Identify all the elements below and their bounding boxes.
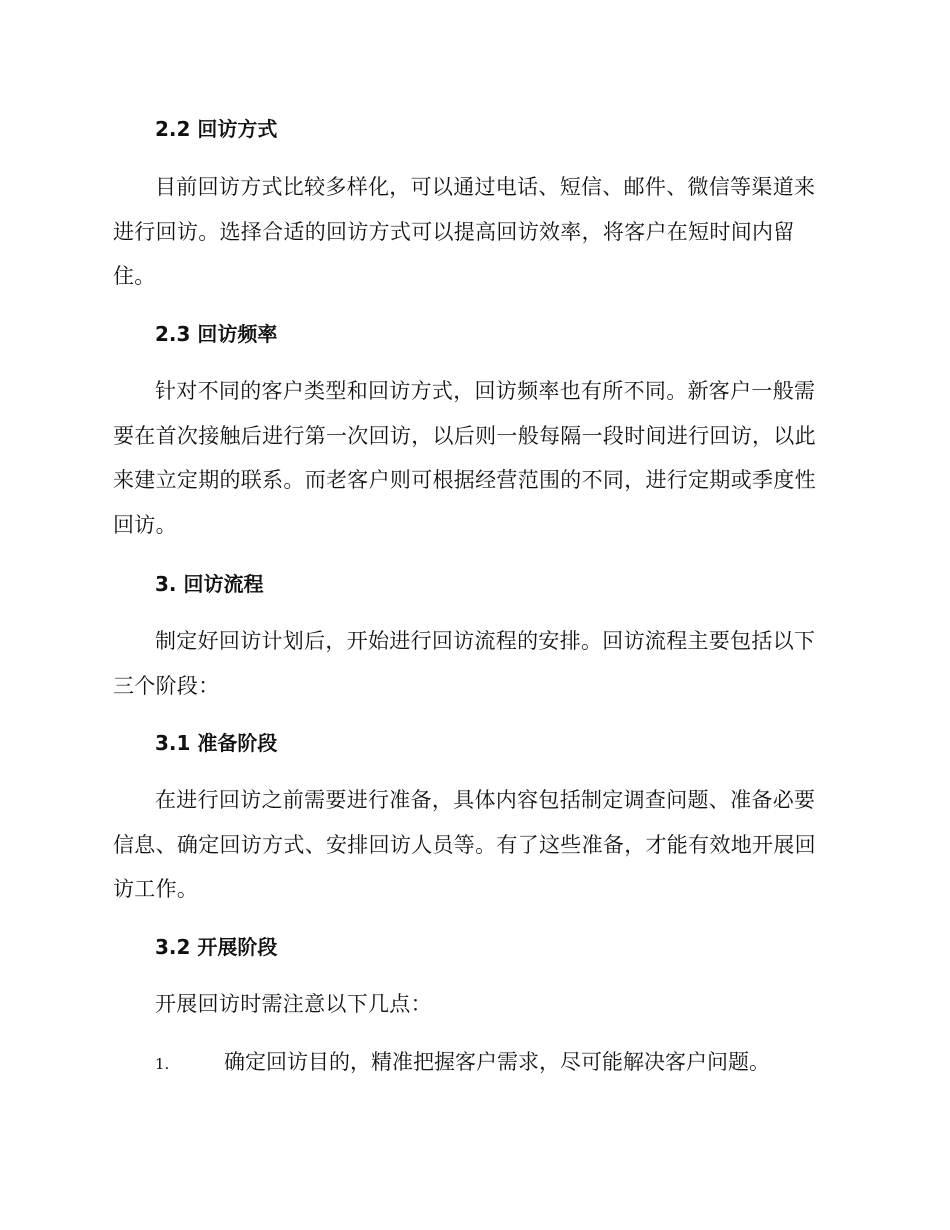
list-item bbox=[113, 1047, 833, 1077]
section-heading-3-2: 3.2 开展阶段 bbox=[155, 935, 278, 959]
paragraph-callback-frequency: 针对不同的客户类型和回访方式，回访频率也有所不同。新客户一般需要在首次接触后进行第一次回访，以后则一般每隔一段时间进行回访，以此来建立定期的联系。而老客户则可根据经营范围的不同，进行定期或季度性回访。 bbox=[113, 379, 816, 537]
paragraph-execution-stage: 开展回访时需注意以下几点： bbox=[155, 992, 432, 1016]
list-item-text: 确定回访目的，精准把握客户需求，尽可能解决客户问题。 bbox=[224, 1050, 770, 1074]
list-item-number: 1. bbox=[155, 1055, 170, 1073]
section-heading-3-1: 3.1 准备阶段 bbox=[155, 731, 278, 755]
section-heading-3: 3. 回访流程 bbox=[155, 572, 264, 596]
section-heading-2-3: 2.3 回访频率 bbox=[155, 322, 278, 346]
paragraph-callback-methods: 目前回访方式比较多样化，可以通过电话、短信、邮件、微信等渠道来进行回访。选择合适的回访方式可以提高回访效率，将客户在短时间内留住。 bbox=[113, 175, 816, 288]
section-heading-2-2: 2.2 回访方式 bbox=[155, 117, 278, 141]
paragraph-callback-process: 制定好回访计划后，开始进行回访流程的安排。回访流程主要包括以下三个阶段： bbox=[113, 629, 816, 698]
paragraph-preparation-stage: 在进行回访之前需要进行准备，具体内容包括制定调查问题、准备必要信息、确定回访方式、安排回访人员等。有了这些准备，才能有效地开展回访工作。 bbox=[113, 788, 816, 901]
